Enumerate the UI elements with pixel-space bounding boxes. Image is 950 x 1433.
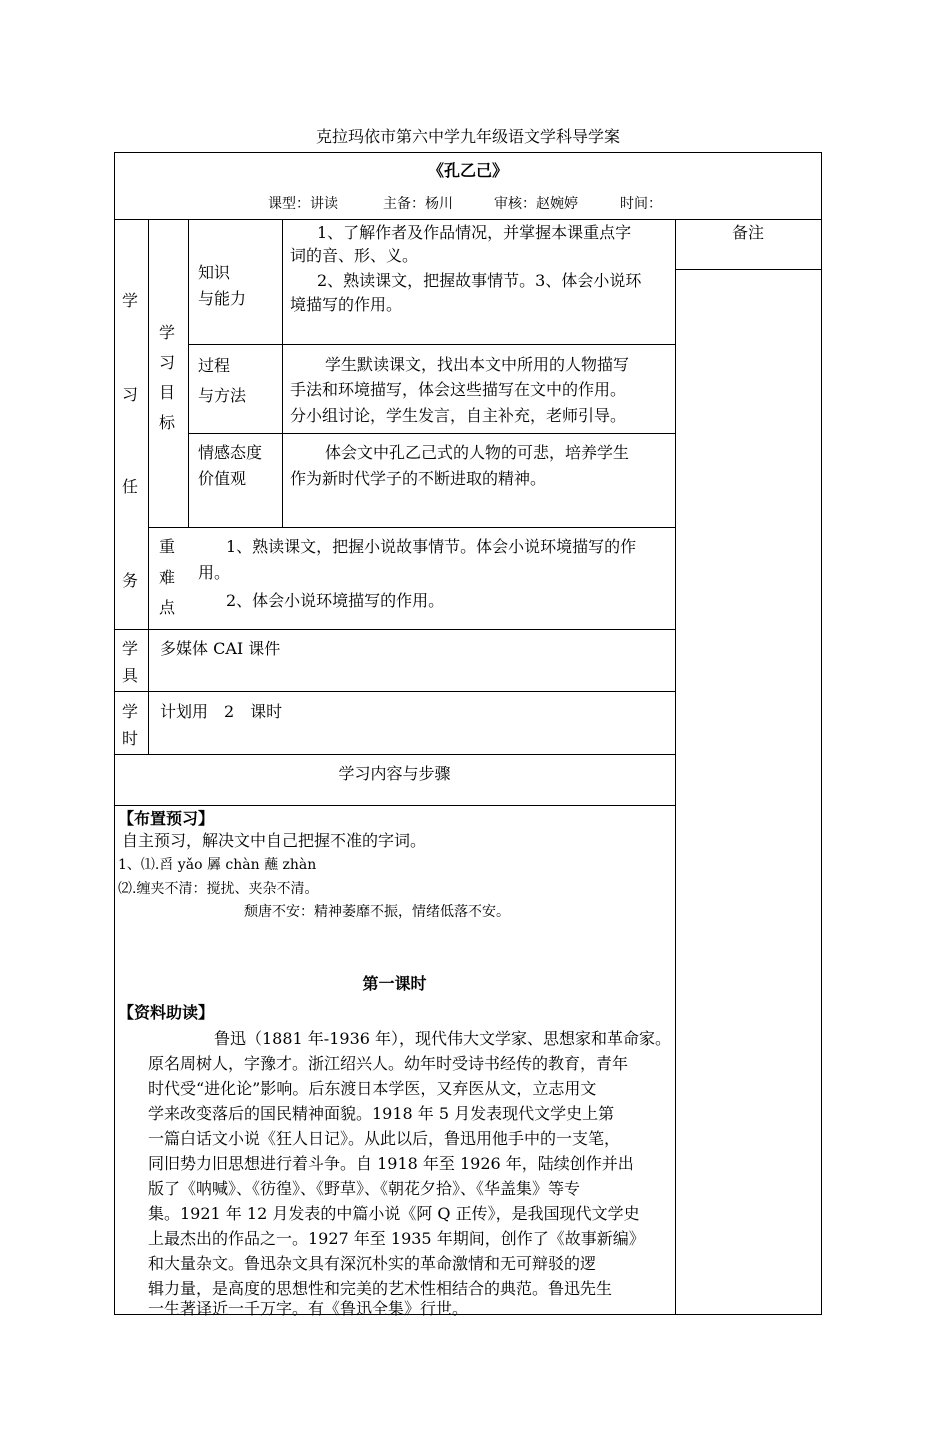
lesson1-heading: 第一课时: [362, 974, 427, 993]
reading-line: 原名周树人，字豫才。浙江绍兴人。幼年时受诗书经传的教育，青年: [148, 1054, 629, 1073]
reading-line: 上最杰出的作品之一。1927 年至 1935 年期间，创作了《故事新编》: [148, 1229, 645, 1248]
lesson-review: 审核：赵婉婷: [494, 196, 578, 212]
knowledge-text: 2、熟读课文，把握故事情节。3、体会小说环: [317, 271, 642, 290]
notes-column-divider: [675, 219, 676, 1315]
difficulty-text: 1、熟读课文，把握小说故事情节。体会小说环境描写的作: [226, 537, 637, 556]
goal-label-char: 学: [159, 323, 176, 342]
difficulty-text: 2、体会小说环境描写的作用。: [226, 591, 445, 610]
difficulty-text: 用。: [198, 563, 231, 582]
knowledge-text: 词的音、形、义。: [290, 246, 419, 265]
preview-item: 颓唐不安：精神萎靡不振，情绪低落不安。: [244, 904, 510, 920]
process-label: 与方法: [198, 386, 247, 405]
difficulty-label-char: 难: [159, 568, 176, 587]
knowledge-text: 境描写的作用。: [290, 295, 403, 314]
reading-line: 时代受“进化论”影响。后东渡日本学医，又弃医从文，立志用文: [148, 1079, 597, 1098]
school-title: 克拉玛依市第六中学九年级语文学科导学案: [315, 127, 620, 146]
tools-label-char: 具: [122, 666, 139, 685]
difficulty-label-char: 重: [159, 537, 176, 556]
reading-line: 一生著译近一千万字。有《鲁迅全集》行世。: [148, 1299, 469, 1318]
content-header: 学习内容与步骤: [338, 764, 451, 783]
goal-label-char: 目: [159, 383, 176, 402]
preview-item: 1、⑴.舀 yǎo 羼 chàn 蘸 zhàn: [118, 857, 317, 873]
emotion-label: 情感态度: [198, 443, 263, 462]
tools-label-char: 学: [122, 639, 139, 658]
lesson-title: 《孔乙己》: [427, 161, 508, 180]
lesson-type: 课型：讲读: [268, 196, 338, 212]
hours-label-char: 时: [122, 729, 139, 748]
reading-line: 鲁迅（1881 年-1936 年），现代伟大文学家、思想家和革命家。: [214, 1029, 672, 1048]
reading-line: 版了《呐喊》、《彷徨》、《野草》、《朝花夕拾》、《华盖集》等专: [148, 1179, 581, 1198]
lesson-lead: 主备：杨川: [383, 196, 453, 212]
notes-header-divider: [675, 269, 821, 270]
knowledge-divider: [188, 344, 675, 345]
knowledge-label: 与能力: [198, 289, 247, 308]
knowledge-label: 知识: [198, 263, 231, 282]
table-border-top: [114, 152, 822, 153]
process-text: 分小组讨论，学生发言，自主补充，老师引导。: [290, 406, 627, 425]
hours-value: 计划用 2 课时: [160, 702, 283, 721]
reading-line: 辑力量，是高度的思想性和完美的艺术性相结合的典范。鲁迅先生: [148, 1279, 613, 1298]
process-text: 手法和环境描写，体会这些描写在文中的作用。: [290, 380, 627, 399]
reading-heading: 【资料助读】: [118, 1003, 215, 1022]
reading-line: 学来改变落后的国民精神面貌。1918 年 5 月发表现代文学史上第: [148, 1104, 615, 1123]
preview-intro: 自主预习，解决文中自己把握不准的字词。: [122, 831, 427, 850]
reading-line: 一篇白话文小说《狂人日记》。从此以后，鲁迅用他手中的一支笔，: [148, 1129, 621, 1148]
task-label-char: 习: [122, 385, 139, 404]
process-label: 过程: [198, 356, 231, 375]
goal-divider: [148, 527, 675, 528]
tools-divider: [114, 691, 675, 692]
reading-line: 集。1921 年 12 月发表的中篇小说《阿 Q 正传》，是我国现代文学史: [148, 1204, 640, 1223]
task-label-char: 务: [122, 571, 139, 590]
tools-value: 多媒体 CAI 课件: [160, 639, 281, 658]
preview-heading: 【布置预习】: [118, 809, 215, 828]
lesson-time: 时间：: [620, 196, 662, 212]
hours-divider: [114, 754, 675, 755]
difficulty-label-char: 点: [159, 598, 176, 617]
process-divider: [188, 433, 675, 434]
preview-item: ⑵.缠夹不清：搅扰、夹杂不清。: [118, 881, 319, 897]
table-border-right: [821, 152, 822, 1315]
reading-line: 和大量杂文。鲁迅杂文具有深沉朴实的革命激情和无可辩驳的逻: [148, 1254, 597, 1273]
reading-line: 同旧势力旧思想进行着斗争。自 1918 年至 1926 年，陆续创作并出: [148, 1154, 634, 1173]
label-column-divider: [148, 219, 149, 754]
sublabel-column-divider: [282, 219, 283, 527]
knowledge-text: 1、了解作者及作品情况，并掌握本课重点字: [317, 223, 632, 242]
emotion-text: 体会文中孔乙己式的人物的可悲，培养学生: [325, 443, 630, 462]
goal-column-divider: [188, 219, 189, 527]
notes-label: 备注: [731, 223, 764, 242]
task-label-char: 学: [122, 291, 139, 310]
hours-label-char: 学: [122, 702, 139, 721]
task-divider: [114, 629, 675, 630]
emotion-text: 作为新时代学子的不断进取的精神。: [290, 469, 547, 488]
process-text: 学生默读课文，找出本文中所用的人物描写: [325, 355, 630, 374]
table-border-left: [114, 152, 115, 1315]
goal-label-char: 习: [159, 353, 176, 372]
task-label-char: 任: [122, 477, 139, 496]
goal-label-char: 标: [159, 413, 176, 432]
emotion-label: 价值观: [198, 469, 247, 488]
